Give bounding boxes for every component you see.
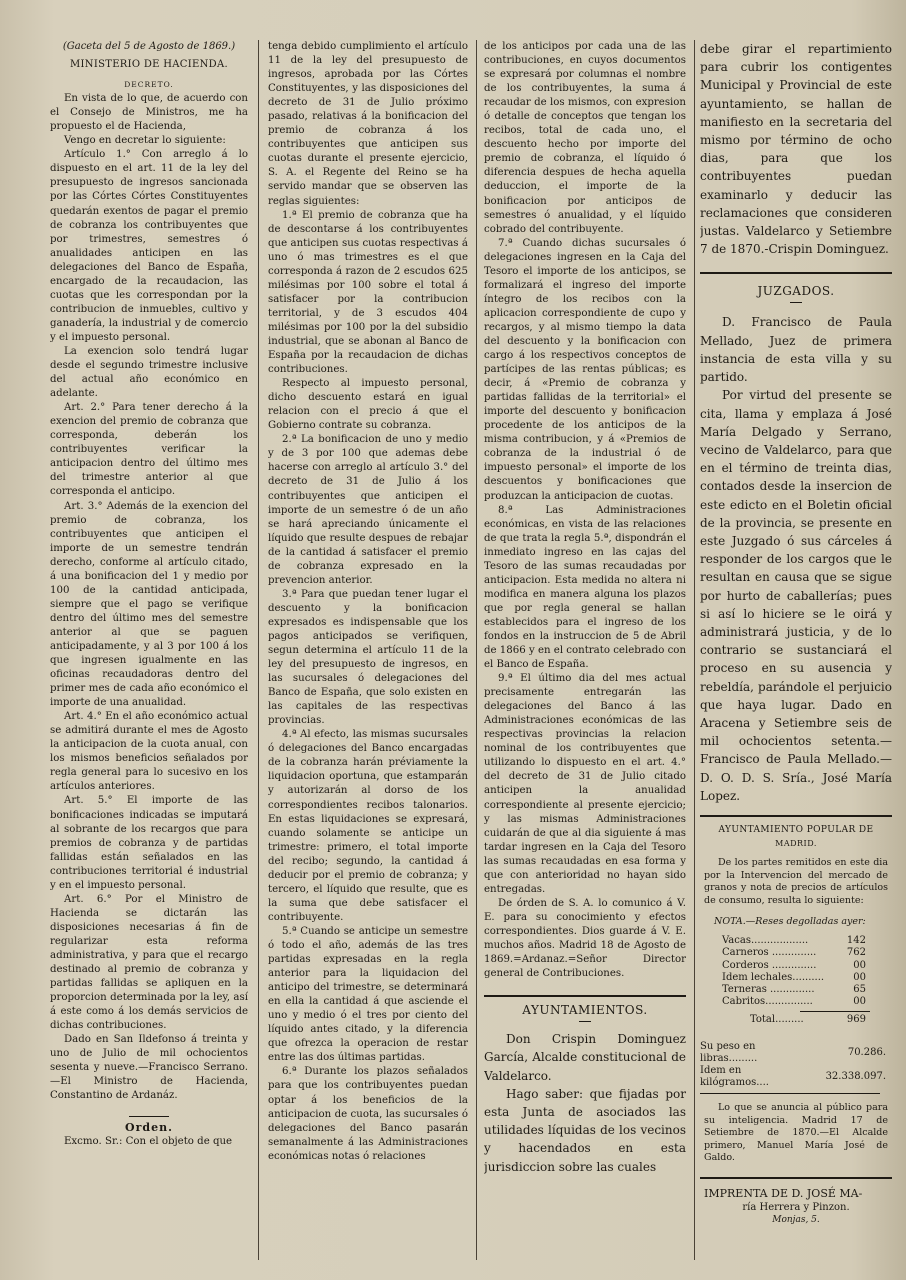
decreto-label: DECRETO. [124, 80, 174, 90]
reses-row [700, 947, 892, 959]
decree-article: Art. 2.° Para tener derecho á la exencion del premio de cobranza que corresponda, deberán los contribuyentes verificar la anticipacion dentro del último mes del trimestre anterior al que corresponda el anticipo. [50, 402, 248, 498]
edict-paragraph: Hago saber: que fijadas por esta Junta de asociados las utilidades líquidas de los vecinos y hacendados en esta jurisdiccion sobre las cuales [484, 1086, 686, 1174]
orden-rule: 7.ª Cuando dichas sucursales ó delegaciones ingresen en la Caja del Tesoro el importe de los anticipos, se formalizará el ingreso del importe íntegro de los recibos con la aplicacion correspondiente de cupo y recargos, y al mismo tiempo la data del descuento y la bonificacion con cargo á los respectivos conceptos de partícipes de las rentas públicas; es decir, á «Premio de cobranza y partidas fallidas de la territorial» el importe del descuento y bonificacion procedente de los anticipos de la misma contribucion, y á «Premios de cobranza de la industrial ó de impuesto personal» el importe de los descuentos y bonificaciones que produzcan la anticipacion de cuotas. [484, 237, 686, 502]
reses-row-value: 142 [846, 935, 866, 947]
total-label: Total......... [750, 1014, 804, 1026]
column-3 [484, 40, 686, 1270]
column-4 [700, 40, 892, 1270]
reses-row-label: Vacas.................. [722, 935, 809, 947]
reses-row [700, 960, 892, 972]
reses-row-label: Carneros .............. [722, 947, 817, 959]
column-1 [50, 40, 248, 1270]
orden-rule: 2.ª La bonificacion de uno y medio y de 3 por 100 que ademas debe hacerse con arreglo al artículo 3.° del decreto de 31 de Julio á los contribuyentes que anticipen el importe de un semestre ó de un año se hará apreciando únicamente el líquido que resulte despues de rebajar de la cantidad á satisfacer el premio de cobranza expresado en la prevencion anterior. [268, 434, 468, 586]
peso-row-value: 32.338.097. [825, 1071, 886, 1083]
nota-label: NOTA.—Reses degolladas ayer: [714, 916, 866, 928]
edict-paragraph: debe girar el repartimiento para cubrir los contigentes Municipal y Provincial de este ayuntamiento, se hallan de manifiesto en la secretaria del mismo por término de ocho dias, para que los contribuyentes puedan examinarlo y deducir las reclamaciones que consideren justas. Valdelarco y Setiembre 7 de 1870.-Crispin Dominguez. [700, 42, 892, 257]
ayuntamiento-city: MADRID. [775, 839, 817, 849]
reses-row-value: 00 [853, 971, 866, 983]
decree-article: Art. 5.° El importe de las bonificaciones indicadas se imputará al sobrante de los recargos que para premios de cobranza y de partidas fallidas están señalados en las contribuciones territorial é industrial y en el impuesto personal. [50, 795, 248, 891]
reses-total [700, 1014, 892, 1026]
reses-row-value: 762 [846, 947, 866, 959]
divider [129, 1116, 169, 1117]
imprenta-line-1: IMPRENTA DE D. JOSÉ MA- [704, 1186, 863, 1200]
juzgado-heading: D. Francisco de Paula Mellado, Juez de primera instancia de esta villa y su partido. [700, 315, 892, 385]
ayuntamiento-note: Lo que se anuncia al público para su inteligencia. Madrid 17 de Setiembre de 1870.—El Alcalde primero, Manuel María José de Galdo. [704, 1102, 888, 1164]
decree-article: Artículo 1.° Con arreglo á lo dispuesto en el art. 11 de la ley del presupuesto de ingresos sancionada por las Córtes Córtes Constituyentes quedarán exentos de pagar el premio de cobranza los contribuyentes que por trimestres, semestres ó anualidades anticipen en las delegaciones del Banco de España, encargado de la recaudacion, las cuotas que les correspondan por la contribucion de inmuebles, cultivo y ganadería, la industrial y de comercio y el impuesto personal. [50, 149, 248, 343]
peso-table [700, 1041, 892, 1090]
peso-row-label: Su peso en libras......... [700, 1040, 758, 1064]
reses-row-label: Idem lechales.......... [722, 971, 825, 983]
section-divider [700, 1177, 892, 1179]
decree-article: Art. 3.° Además de la exencion del premio de cobranza, los contribuyentes que anticipen el importe de un semestre tendrán derecho, conforme al artículo citado, á una bonificacion del 1 y medio por 100 de la cantidad anticipada, siempre que el pago se verifique dentro del último mes del semestre anterior al que se paguen anticipadamente, y al 3 por 100 á los que ingresen igualmente en las oficinas recaudadoras dentro del primer mes de cada año económico el importe de una anualidad. [50, 500, 248, 709]
edict-heading: Don Crispin Dominguez García, Alcalde constitucional de Valdelarco. [484, 1032, 686, 1083]
orden-rule: 5.ª Cuando se anticipe un semestre ó todo el año, además de las tres partidas expresadas en la regla anterior para la liquidacion del anticipo del trimestre, se determinará en ella la cantidad á que asciende el uno y medio ó el tres por ciento del líquido antes citado, y la diferencia que ofrezca la operacion de restar entre las dos últimas partidas. [268, 925, 468, 1064]
peso-row-label: Idem en kilógramos.... [700, 1064, 769, 1089]
orden-paragraph: Respecto al impuesto personal, dicho descuento estará en igual relacion con el precio á que el Gobierno contrate su cobranza. [268, 378, 468, 432]
reses-row [700, 996, 892, 1008]
orden-rule: 8.ª Las Administraciones económicas, en vista de las relaciones de que trata la regla 5.ª, dispondrán el inmediato ingreso en las cajas del Tesoro de las sumas recaudadas por anticipacion. Esta medida no altera ni modifica en manera alguna los plazos que por regla general se hallan establecidos para el ingreso de los fondos en la instruccion de 5 de Abril de 1866 y en el contrato celebrado con el Banco de España. [484, 504, 686, 671]
section-divider [700, 815, 892, 817]
orden-rule: 4.ª Al efecto, las mismas sucursales ó delegaciones del Banco encargadas de la cobranza harán préviamente la liquidacion oportuna, que estamparán y autorizarán al dorso de los correspondientes recibos talonarios. En estas liquidaciones se expresará, cuando solamente se anticipe un trimestre: primero, el total importe del recibo; segundo, la cantidad á deducir por el premio de cobranza; y tercero, el líquido que resulte, que es la suma que debe satisfacer el contribuyente. [268, 729, 468, 923]
section-title-juzgados: JUZGADOS. [757, 284, 835, 299]
section-title-ayuntamientos: AYUNTAMIENTOS. [522, 1003, 648, 1018]
imprenta-line-3: Monjas, 5. [772, 1214, 820, 1225]
ayuntamiento-title: AYUNTAMIENTO POPULAR DE [718, 824, 874, 835]
reses-row [700, 972, 892, 984]
orden-rule: 3.ª Para que puedan tener lugar el descuento y la bonificacion expresados es indispensable que los pagos anticipados se verifiquen, segun determina el artículo 11 de la ley del presupuesto de ingresos, en las sucursales ó delegaciones del Banco de España, que solo existen en las capitales de las respectivas provincias. [268, 588, 468, 727]
divider [790, 302, 802, 303]
decree-paragraph: La exencion solo tendrá lugar desde el segundo trimestre inclusive del actual año económico en adelante. [50, 345, 248, 400]
peso-row-value: 70.286. [847, 1046, 886, 1058]
divider [700, 1093, 880, 1094]
section-divider [484, 995, 686, 997]
section-divider [700, 272, 892, 274]
divider [800, 1011, 870, 1012]
decree-paragraph: En vista de lo que, de acuerdo con el Consejo de Ministros, me ha propuesto el de Hacienda, [50, 93, 248, 133]
ayuntamiento-intro: De los partes remitidos en este dia por la Intervencion del mercado de granos y nota de precios de artículos de consumo, resulta lo siguiente: [704, 857, 888, 906]
column-rule [258, 40, 259, 1260]
decree-signature: Dado en San Ildefonso á treinta y uno de Julio de mil ochocientos sesenta y nueve.—Francisco Serrano.—El Ministro de Hacienda, Constantino de Ardanáz. [50, 1034, 248, 1102]
orden-paragraph: Excmo. Sr.: Con el objeto de que [64, 1135, 233, 1147]
reses-table [700, 935, 892, 1008]
orden-paragraph: de los anticipos por cada una de las contribuciones, en cuyos documentos se expresará por columnas el nombre de los contribuyentes, la suma á recaudar de los mismos, con expresion ó detalle de conceptos que tengan los recibos, total de cada uno, el descuento hecho por importe del premio de cobranza, el líquido ó diferencia despues de hecha aquella deduccion, el importe de la bonificacion por anticipos de semestres ó anualidad, y el líquido cobrado del contribuyente. [484, 41, 686, 235]
column-rule [476, 40, 477, 1260]
gazette-date: (Gaceta del 5 de Agosto de 1869.) [62, 41, 236, 52]
reses-row-label: Terneras .............. [722, 983, 815, 995]
peso-row [700, 1065, 892, 1089]
decree-paragraph: Vengo en decretar lo siguiente: [64, 135, 226, 147]
peso-row [700, 1041, 892, 1065]
orden-rule: 6.ª Durante los plazos señalados para que los contribuyentes puedan optar á los beneficios de la anticipacion de cuota, las sucursales ó delegaciones del Banco pasarán semanalmente á las Administraciones económicas notas ó relaciones [268, 1066, 468, 1162]
reses-row-value: 00 [853, 959, 866, 971]
orden-rule: 1.ª El premio de cobranza que ha de descontarse á los contribuyentes que anticipen sus cuotas respectivas á uno ó mas trimestres es el que corresponda á razon de 2 escudos 625 milésimas por 100 sobre el total á satisfacer por la contribucion territorial, y de 3 escudos 404 milésimas por 100 por la del subsidio industrial, que se abonan al Banco de España por la recaudacion de dichas contribuciones. [268, 209, 468, 376]
column-rule [694, 40, 695, 1260]
decree-article: Art. 6.° Por el Ministro de Hacienda se dictarán las disposiciones necesarias á fin de regularizar esta reforma administrativa, y para que el recargo destinado al premio de cobranza y partidas fallidas se apliquen en la proporcion determinada por la ley, así á este como á los demás servicios de dichas contribuciones. [50, 893, 248, 1032]
juzgado-paragraph: Por virtud del presente se cita, llama y emplaza á José María Delgado y Serrano, vecino de Valdelarco, para que en el término de treinta dias, contados desde la insercion de este edicto en el Boletin oficial de la provincia, se presente en este Juzgado ó sus cárceles á responder de los cargos que le resultan en causa que se sigue por hurto de caballerías; pues si así lo hiciere se le oirá y administrará justicia, y de lo contrario se sustanciará el proceso en su ausencia y rebeldía, parándole el perjuicio que haya lugar. Dado en Aracena y Setiembre seis de mil ochocientos setenta.—Francisco de Paula Mellado.—D. O. D. S. Sría., José María Lopez. [700, 388, 892, 803]
reses-row-value: 65 [853, 983, 866, 995]
orden-title: Orden. [125, 1120, 173, 1134]
imprenta-line-2: ría Herrera y Pinzon. [742, 1201, 850, 1213]
reses-row [700, 935, 892, 947]
decree-article: Art. 4.° En el año económico actual se admitirá durante el mes de Agosto la anticipacion de la cuota anual, con los mismos beneficios señalados por regla general para lo sucesivo en los artículos anteriores. [50, 711, 248, 793]
column-2 [268, 40, 468, 1270]
total-value: 969 [846, 1014, 866, 1026]
reses-row [700, 984, 892, 996]
orden-rule: 9.ª El último dia del mes actual precisamente entregarán las delegaciones del Banco á las Administraciones económicas de las respectivas provincias la relacion nominal de los contribuyentes que utilizando lo dispuesto en el art. 4.° del decreto de 31 de Julio citado anticipen la anualidad correspondiente al presente ejercicio; y las mismas Administraciones cuidarán de que al dia siguiente á mas tardar ingresen en la Caja del Tesoro las sumas recaudadas en esa forma y que con anterioridad no hayan sido entregadas. [484, 673, 686, 895]
ministry-title: MINISTERIO DE HACIENDA. [70, 59, 228, 71]
reses-row-label: Corderos .............. [722, 959, 817, 971]
orden-closing: De órden de S. A. lo comunico á V. E. para su conocimiento y efectos correspondientes. Dios guarde á V. E. muchos años. Madrid 18 de Agosto de 1869.=Ardanaz.=Señor Director general de Contribuciones. [484, 897, 686, 980]
reses-row-value: 00 [853, 996, 866, 1008]
orden-paragraph: tenga debido cumplimiento el artículo 11 de la ley del presupuesto de ingresos, aprobada por las Córtes Constituyentes, y las disposiciones del decreto de 31 de Julio próximo pasado, relativas á la bonificacion del premio de cobranza á los contribuyentes que anticipen sus cuotas durante el presente ejercicio, S. A. el Regente del Reino se ha servido mandar que se observen las reglas siguientes: [268, 41, 468, 207]
reses-row-label: Cabritos............... [722, 996, 813, 1008]
divider [579, 1021, 591, 1022]
